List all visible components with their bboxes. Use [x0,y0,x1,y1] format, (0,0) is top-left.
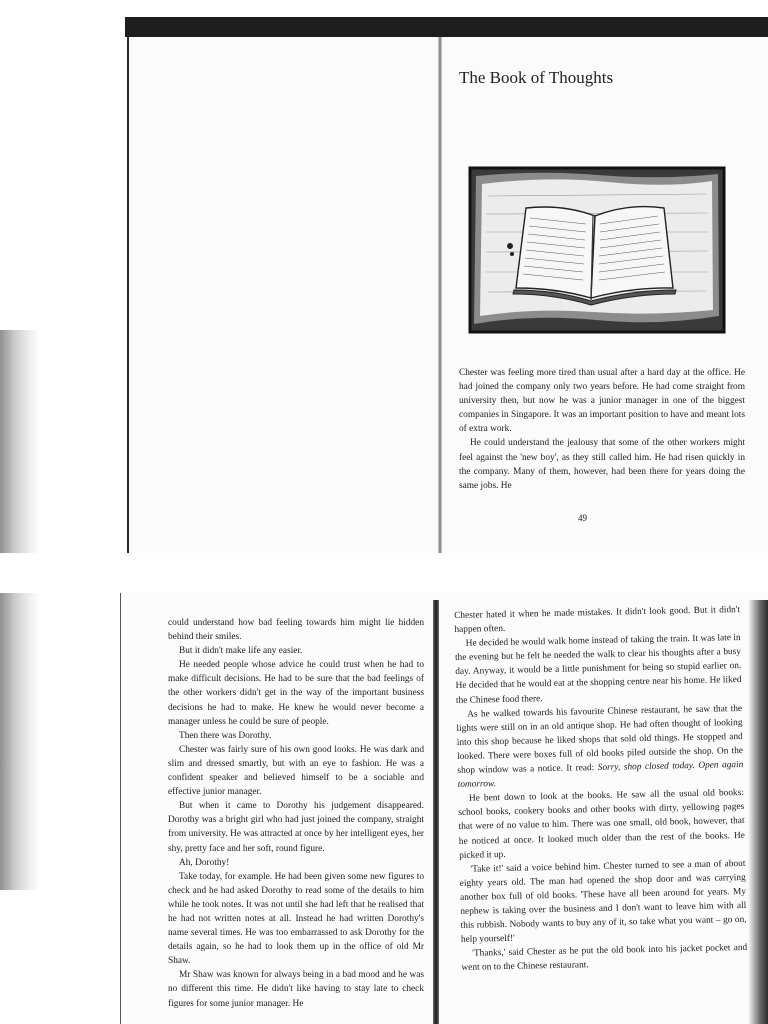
paragraph: But it didn't make life any easier. [179,646,303,657]
paragraph: He needed people whose advice he could trust when he had to make difficult decisions. He had to be sure that the bad feelings of the other workers didn't get in the way of the important business decisions he had to make. He knew he would never become a manager unless he could be sure of people. [168,660,424,727]
open-book-illustration [468,166,726,334]
paragraph [456,702,744,793]
paragraph: Take today, for example. He had been given some new figures to check and he had asked Dorothy to read some of the details to him while he took notes. It was not until she had left that he realised that he had not written notes at all. Instead he had written Dorothy's name several times. He was too embarrassed to ask Dorothy for the details again, so he had to look them up in the office of old Mr Shaw. [168,871,424,967]
paragraph: Mr Shaw was known for always being in a bad mood and he was no different this time. He didn't like having to stay late to check figures for some junior manager. He [168,970,424,1009]
paragraph: Then there was Dorothy. [179,730,272,741]
lower-right-text-column [454,603,748,975]
paragraph: He decided he would walk home instead of taking the train. It was late in the evening but he felt he needed the walk to clear his thoughts after a busy day. Anyway, it would be a little punishment for being so stupid earlier on. He decided that he would eat at the shopping centre near his home. He liked the Chinese food there. [454,633,742,706]
paragraph: But when it came to Dorothy his judgement disappeared. Dorothy was a bright girl who had just joined the company, straight from university. He was attracted at once by her intelligent eyes, her shy, pretty face and her soft, round figure. [168,801,424,854]
lower-left-text-column [168,616,424,1011]
paragraph: Ah, Dorothy! [179,857,230,868]
upper-gutter [438,37,442,553]
shop-notice: Sorry, shop closed today. Open again tomorrow. [457,760,744,791]
paragraph: Chester was fairly sure of his own good looks. He was dark and slim and dressed smartly, but with an eye to fashion. He was a confident speaker and believed himself to be a sociable and effective junior manager. [168,744,424,798]
scan-top-band [125,17,768,37]
upper-right-text-column [459,366,745,493]
scan-shadow-right [748,600,768,1024]
paragraph-text: As he walked towards his favourite Chinese restaurant, he saw that the lights were still on in an old antique shop. He had often thought of looking into this shop because he liked shops that sold old things. He stopped and looked. There were boxes full of old books piled outside the shop. On the shop window was a notice. It read: [456,703,744,776]
paragraph: could understand how bad feeling towards him might lie hidden behind their smiles. [168,618,424,643]
scan-shadow-left [0,330,40,890]
paragraph: 'Take it!' said a voice behind him. Chester turned to see a man of about eighty years old. The man had opened the shop door and was carrying another box full of old books. 'These have all been around for years. My nephew is taking over the business and I don't want to leave him with all this rubbish. Nobody wants to buy any of it, so take what you want – go on, help yourself!' [459,858,747,946]
paragraph: Chester hated it when he made mistakes. It didn't look good. But it didn't happen often. [454,605,741,636]
spread-gap [0,553,768,593]
paragraph: 'Thanks,' said Chester as he put the old book into his jacket pocket and went on to the Chinese restaurant. [461,943,748,974]
paragraph: Chester was feeling more tired than usual after a hard day at the office. He had joined the company only two years before. He had come straight from university then, but now he was a junior manager in one of the biggest companies in Singapore. It was an important position to have and meant lots of extra work. [459,368,745,435]
chapter-title: The Book of Thoughts [459,68,614,87]
paragraph: He bent down to look at the books. He saw all the usual old books: school books, cookery books and other books with dirty, yellowing pages that were of no value to him. There was one small, old book, however, that he noticed at once. It looked much older than the rest of the books. He picked it up. [458,788,745,861]
page-number: 49 [578,513,587,523]
lower-gutter [433,600,439,1024]
paragraph: He could understand the jealousy that some of the other workers might feel against the 'new boy', as they still called him. He had risen quickly in the company. Many of them, however, had been there for years doing the same jobs. He [459,438,745,491]
